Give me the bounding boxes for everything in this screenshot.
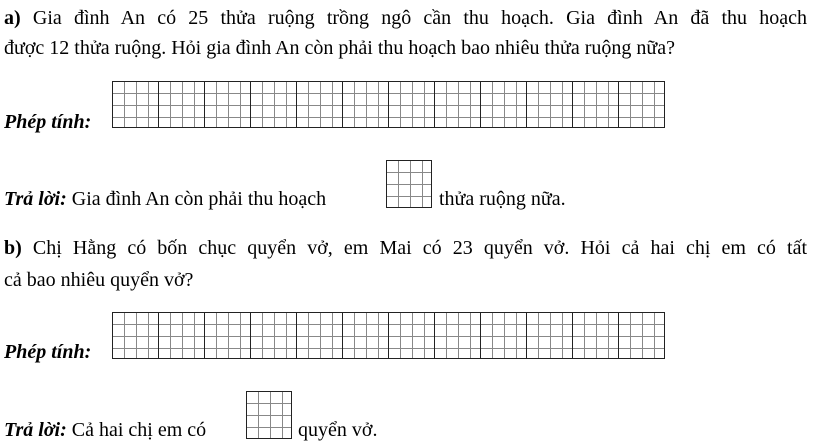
grid-cell[interactable] [159,313,205,359]
grid-cell[interactable] [343,313,389,359]
grid-cell[interactable] [113,82,159,128]
grid-cell[interactable] [389,313,435,359]
calc-grid-a[interactable] [112,81,665,128]
grid-cell[interactable] [481,313,527,359]
grid-cell[interactable] [251,82,297,128]
grid-cell[interactable] [343,82,389,128]
grid-cell[interactable] [573,313,619,359]
grid-cell[interactable] [435,82,481,128]
grid-cell[interactable] [527,313,573,359]
grid-cell[interactable] [619,82,665,128]
answer-a-after: thửa ruộng nữa. [439,188,566,210]
answer-b-box[interactable] [246,391,292,439]
grid-cell[interactable] [297,313,343,359]
answer-b-label: Trả lời: [4,419,67,441]
grid-cell[interactable] [481,82,527,128]
question-b-text1: Chị Hằng có bốn chục quyển vở, em Mai có 23 quyển vở. Hỏi cả hai chị em có tất [32,237,808,259]
answer-b-line [4,418,206,442]
grid-cell[interactable] [205,313,251,359]
answer-a-box[interactable] [386,160,432,208]
grid-cell[interactable] [297,82,343,128]
answer-b-after: quyển vở. [298,419,378,441]
grid-cell[interactable] [205,82,251,128]
grid-cell[interactable] [573,82,619,128]
grid-cell[interactable] [159,82,205,128]
grid-cell[interactable] [435,313,481,359]
question-a-line2: được 12 thửa ruộng. Hỏi gia đình An còn phải thu hoạch bao nhiêu thửa ruộng nữa? [4,37,676,59]
answer-a-line [4,187,326,211]
answer-a-before: Gia đình An còn phải thu hoạch [71,188,327,210]
calc-label-b: Phép tính: [4,341,92,363]
grid-cell[interactable] [251,313,297,359]
question-a-text1: Gia đình An có 25 thửa ruộng trồng ngô cần thu hoạch. Gia đình An đã thu hoạch [32,7,808,29]
calc-label-a: Phép tính: [4,111,92,133]
grid-cell[interactable] [527,82,573,128]
part-a-label: a) [4,7,21,29]
question-a-line1 [4,6,807,30]
calc-grid-b[interactable] [112,312,665,359]
grid-cell[interactable] [113,313,159,359]
answer-a-label: Trả lời: [4,188,67,210]
grid-cell[interactable] [619,313,665,359]
part-b-label: b) [4,237,22,259]
question-b-line2: cả bao nhiêu quyển vở? [4,269,194,291]
grid-cell[interactable] [389,82,435,128]
answer-b-before: Cả hai chị em có [71,419,207,441]
question-b-line1 [4,236,807,260]
